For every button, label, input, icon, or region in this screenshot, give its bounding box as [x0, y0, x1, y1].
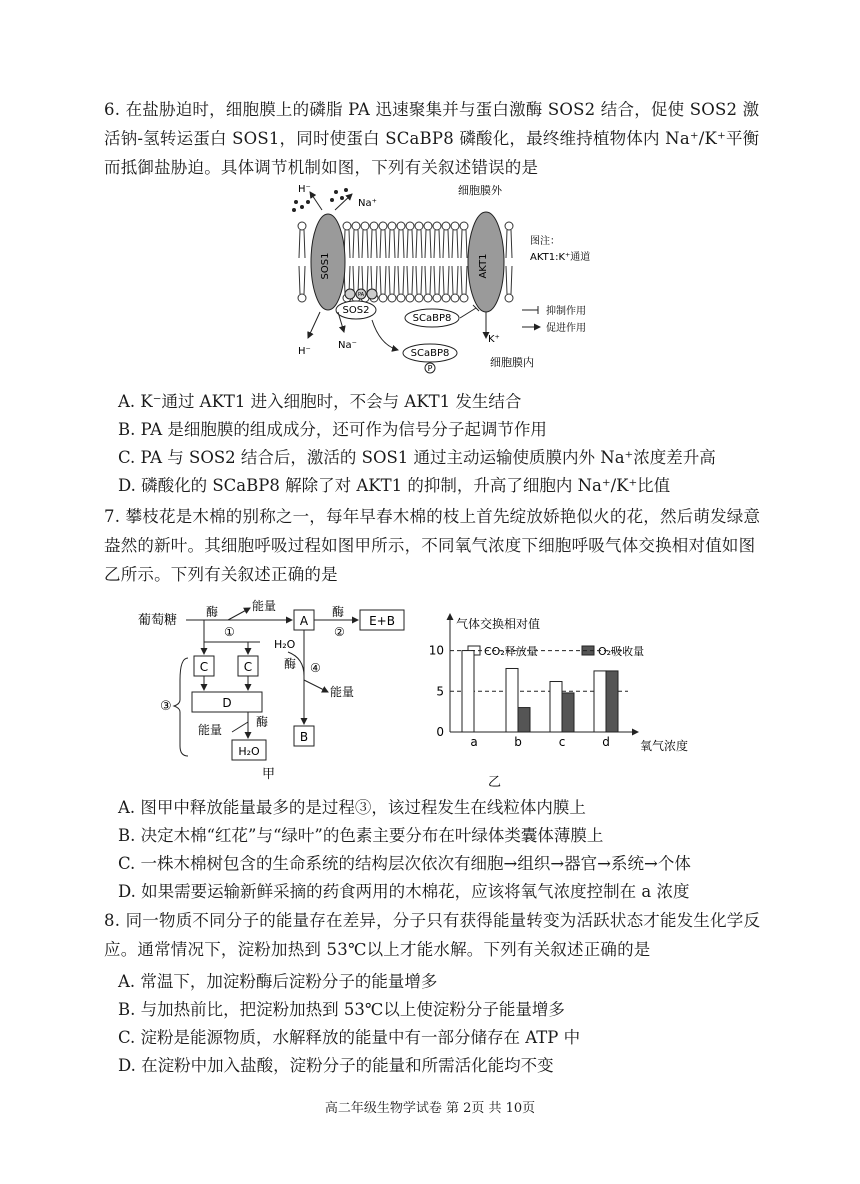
lipid-head — [397, 294, 405, 302]
fig-yi-caption: 乙 — [488, 775, 502, 788]
lipid-tail — [506, 230, 512, 258]
enzyme-1: 酶 — [206, 605, 219, 619]
step-1: ① — [224, 625, 235, 639]
bar-co2 — [550, 682, 562, 732]
lipid-head — [343, 222, 351, 230]
lipid-head — [415, 294, 423, 302]
lipid-head — [433, 222, 441, 230]
lipid-tail — [425, 266, 431, 294]
lipid-head — [361, 222, 369, 230]
enzyme-3: 酶 — [256, 715, 269, 729]
step-3: ③ — [160, 699, 172, 714]
legend-inhibit: 抑制作用 — [546, 306, 586, 317]
q7-option-c: C. 一株木棉树包含的生命系统的结构层次依次有细胞→组织→器官→系统→个体 — [118, 854, 691, 873]
h-top-label: H⁻ — [298, 184, 311, 195]
lipid-head — [433, 294, 441, 302]
lipid-tail — [380, 266, 386, 294]
energy-3: 能量 — [198, 723, 223, 737]
lipid-tail — [452, 230, 458, 258]
bar-o2 — [606, 671, 618, 732]
q7-stem: 7. 攀枝花是木棉的别称之一，每年早春木棉的枝上首先绽放娇艳似火的花，然后萌发绿意盎然的新叶。其细胞呼吸过程如图甲所示，不同氧气浓度下细胞呼吸气体交换相对值如图乙所示。下列有关叙述正确的是 — [104, 507, 761, 584]
q6-option-d: D. 磷酸化的 SCaBP8 解除了对 AKT1 的抑制，升高了细胞内 Na⁺/K⁺比值 — [118, 476, 671, 495]
legend-akt1: AKT1:K⁺通道 — [530, 252, 591, 263]
lipid-tail — [452, 266, 458, 294]
lipid-head — [451, 294, 459, 302]
scabp8-label: SCaBP8 — [412, 313, 452, 324]
step-2: ② — [334, 625, 345, 639]
y-axis-label: 气体交换相对值 — [456, 617, 541, 631]
lipid-head — [460, 222, 468, 230]
bar-o2 — [562, 693, 574, 732]
box-d: D — [222, 696, 232, 710]
lipid-tail — [416, 230, 422, 258]
y-tick-label: 10 — [428, 643, 444, 658]
lipid-tail — [461, 266, 467, 294]
sos1-label: SOS1 — [320, 252, 331, 280]
lipid-head — [415, 222, 423, 230]
q8-option-b: B. 与加热前比，把淀粉加热到 53℃以上使淀粉分子能量增多 — [118, 1000, 565, 1019]
x-tick-label: b — [514, 735, 522, 749]
q7-option-b: B. 决定木棉“红花”与“绿叶”的色素主要分布在叶绿体类囊体薄膜上 — [118, 826, 604, 845]
lipid-tail — [407, 266, 413, 294]
page-footer: 高二年级生物学试卷 第 2页 共 10页 — [324, 1101, 536, 1116]
glucose-label: 葡萄糖 — [138, 613, 178, 628]
q7-option-a: A. 图甲中释放能量最多的是过程③，该过程发生在线粒体内膜上 — [118, 798, 586, 817]
q8-stem: 8. 同一物质不同分子的能量存在差异，分子只有获得能量转变为活跃状态才能发生化学反应。通常情况下，淀粉加热到 53℃以上才能水解。下列有关叙述正确的是 — [104, 911, 761, 959]
bar-co2 — [506, 668, 518, 732]
energy-1: 能量 — [252, 599, 277, 613]
q6-option-b: B. PA 是细胞膜的组成成分，还可作为信号分子起调节作用 — [118, 420, 547, 439]
bar-co2 — [462, 651, 474, 732]
na-bottom-label: Na⁻ — [338, 340, 357, 351]
lipid-head — [379, 222, 387, 230]
box-b: B — [299, 730, 309, 744]
box-eb: E+B — [369, 614, 395, 628]
lipid-head — [460, 294, 468, 302]
y-tick-label: 0 — [436, 725, 444, 739]
x-tick-label: d — [602, 735, 610, 749]
lipid-tail — [371, 230, 377, 258]
lipid-tail — [443, 230, 449, 258]
legend-co2: CO₂释放量 — [484, 645, 538, 658]
lipid-head — [397, 222, 405, 230]
box-h2o: H₂O — [238, 745, 260, 758]
fig-jia-caption: 甲 — [262, 767, 276, 782]
k-label: K⁺ — [488, 334, 500, 345]
lipid-head — [505, 294, 513, 302]
lipid-tail — [353, 230, 359, 258]
lipid-tail — [362, 230, 368, 258]
lipid-tail — [443, 266, 449, 294]
step-4: ④ — [310, 661, 321, 675]
lipid-tail — [434, 230, 440, 258]
legend-title: 图注： — [530, 236, 560, 247]
q6-stem: 6. 在盐胁迫时，细胞膜上的磷脂 PA 迅速聚集并与蛋白激酶 SOS2 结合，促使 SOS2 激活钠-氢转运蛋白 SOS1，同时使蛋白 SCaBP8 磷酸化，最终维持植物体内 Na⁺/K⁺平衡而抵御盐胁迫。具体调节机制如图，下列有关叙述错误的是 — [104, 100, 760, 177]
lipid-tail — [398, 266, 404, 294]
box-c2: C — [243, 660, 253, 674]
q6-option-c: C. PA 与 SOS2 结合后，激活的 SOS1 通过主动运输使质膜内外 Na⁺浓度差升高 — [118, 448, 716, 467]
lipid-tail — [506, 266, 512, 294]
legend-promote: 促进作用 — [546, 323, 586, 334]
q8-option-a: A. 常温下，加淀粉酶后淀粉分子的能量增多 — [118, 972, 438, 991]
lipid-tail — [425, 230, 431, 258]
outside-label: 细胞膜外 — [458, 184, 502, 197]
legend-o2: O₂吸收量 — [598, 645, 645, 658]
lipid-head — [298, 222, 306, 230]
lipid-tail — [380, 230, 386, 258]
enzyme-2: 酶 — [332, 605, 345, 619]
gas-exchange-chart — [428, 608, 698, 788]
lipid-tail — [389, 266, 395, 294]
lipid-head — [505, 222, 513, 230]
lipid-tail — [434, 266, 440, 294]
lipid-head — [406, 222, 414, 230]
lipid-tail — [407, 230, 413, 258]
energy-4: 能量 — [330, 685, 355, 699]
lipid-head — [298, 294, 306, 302]
h2o-1: H₂O — [274, 638, 296, 651]
lipid-tail — [461, 230, 467, 258]
bar-co2 — [594, 671, 606, 732]
x-tick-label: c — [558, 735, 566, 749]
y-tick-label: 5 — [436, 684, 444, 699]
lipid-head — [442, 294, 450, 302]
inside-label: 细胞膜内 — [490, 356, 534, 369]
respiration-diagram — [128, 596, 428, 786]
lipid-tail — [416, 266, 422, 294]
q6-option-a: A. K⁻通过 AKT1 进入细胞时，不会与 AKT1 发生结合 — [118, 392, 522, 411]
q8-option-c: C. 淀粉是能源物质，水解释放的能量中有一部分储存在 ATP 中 — [118, 1028, 581, 1047]
phosphate-label: P — [427, 364, 433, 373]
pa-label: PA — [357, 292, 365, 298]
lipid-head — [442, 222, 450, 230]
q7-option-d: D. 如果需要运输新鲜采摘的药食两用的木棉花，应该将氧气浓度控制在 a 浓度 — [118, 882, 690, 901]
lipid-head — [388, 222, 396, 230]
lipid-head — [370, 222, 378, 230]
sos2-label: SOS2 — [342, 305, 370, 316]
lipid-tail — [299, 230, 305, 258]
h-bottom-label: H⁻ — [298, 346, 311, 357]
bar-o2 — [518, 708, 530, 732]
scabp8-p-label: SCaBP8 — [410, 348, 450, 359]
x-tick-label: a — [470, 735, 478, 749]
enzyme-4: 酶 — [284, 657, 297, 671]
lipid-tail — [398, 230, 404, 258]
lipid-head — [352, 222, 360, 230]
lipid-head — [424, 294, 432, 302]
lipid-head — [379, 294, 387, 302]
lipid-head — [424, 222, 432, 230]
akt1-label: AKT1 — [478, 253, 489, 279]
na-top-label: Na⁺ — [358, 198, 377, 209]
membrane-diagram — [280, 180, 620, 375]
lipid-tail — [389, 230, 395, 258]
lipid-head — [388, 294, 396, 302]
box-a: A — [299, 614, 309, 628]
lipid-tail — [299, 266, 305, 294]
lipid-head — [406, 294, 414, 302]
q8-option-d: D. 在淀粉中加入盐酸，淀粉分子的能量和所需活化能均不变 — [118, 1056, 554, 1075]
box-c1: C — [199, 660, 209, 674]
lipid-head — [451, 222, 459, 230]
x-axis-label: 氧气浓度 — [640, 739, 689, 753]
